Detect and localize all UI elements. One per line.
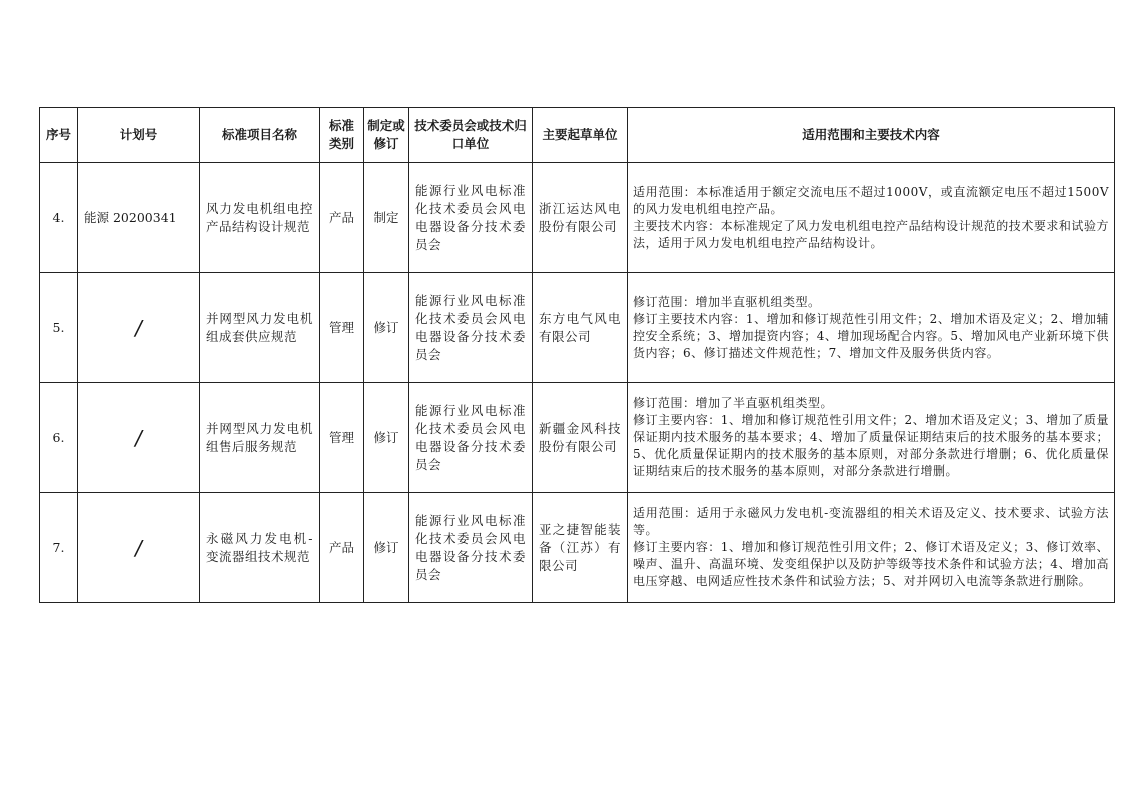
header-scope: 适用范围和主要技术内容 <box>628 108 1115 163</box>
scope-line: 主要技术内容：本标准规定了风力发电机组电控产品结构设计规范的技术要求和试验方法，适用于风力发电机组电控产品结构设计。 <box>633 218 1109 250</box>
row-drafter: 浙江运达风电股份有限公司 <box>533 163 628 273</box>
standards-table <box>39 107 1115 603</box>
scope-line: 修订范围：增加了半直驱机组类型。 <box>633 396 834 410</box>
header-committee: 技术委员会或技术归口单位 <box>409 108 533 163</box>
row-scope <box>628 493 1115 603</box>
row-seq: 5. <box>40 273 78 383</box>
row-plan-no: / <box>78 383 200 493</box>
row-category: 管理 <box>320 383 364 493</box>
row-scope <box>628 383 1115 493</box>
row-seq: 4. <box>40 163 78 273</box>
row-category: 管理 <box>320 273 364 383</box>
scope-line: 适用范围：适用于永磁风力发电机-变流器组的相关术语及定义、技术要求、试验方法等。 <box>633 506 1109 537</box>
row-category: 产品 <box>320 493 364 603</box>
row-scope <box>628 163 1115 273</box>
header-seq: 序号 <box>40 108 78 163</box>
row-seq: 6. <box>40 383 78 493</box>
scope-line: 修订主要技术内容：1、增加和修订规范性引用文件；2、增加术语及定义；2、增加辅控安全系统；3、增加提资内容；4、增加现场配合内容。5、增加风电产业新环境下供货内容；6、修订描述文件规范性；7、增加文件及服务供货内容。 <box>633 311 1109 360</box>
table-row <box>40 493 1115 603</box>
header-category: 标准类别 <box>320 108 364 163</box>
table-row <box>40 163 1115 273</box>
table-row <box>40 273 1115 383</box>
row-name: 并网型风力发电机组售后服务规范 <box>200 383 320 493</box>
row-name: 风力发电机组电控产品结构设计规范 <box>200 163 320 273</box>
table-row <box>40 383 1115 493</box>
row-plan-no: / <box>78 493 200 603</box>
row-scope <box>628 273 1115 383</box>
row-category: 产品 <box>320 163 364 273</box>
row-type: 制定 <box>364 163 409 273</box>
row-committee: 能源行业风电标准化技术委员会风电电器设备分技术委员会 <box>409 493 533 603</box>
header-plan-no: 计划号 <box>78 108 200 163</box>
row-name: 永磁风力发电机-变流器组技术规范 <box>200 493 320 603</box>
row-committee: 能源行业风电标准化技术委员会风电电器设备分技术委员会 <box>409 163 533 273</box>
row-drafter: 亚之捷智能装备（江苏）有限公司 <box>533 493 628 603</box>
row-type: 修订 <box>364 493 409 603</box>
header-name: 标准项目名称 <box>200 108 320 163</box>
row-plan-no: / <box>78 273 200 383</box>
row-name: 并网型风力发电机组成套供应规范 <box>200 273 320 383</box>
row-type: 修订 <box>364 273 409 383</box>
header-drafter: 主要起草单位 <box>533 108 628 163</box>
scope-line: 修订主要内容：1、增加和修订规范性引用文件；2、增加术语及定义；3、增加了质量保证期内技术服务的基本要求；4、增加了质量保证期结束后的技术服务的基本要求；5、优化质量保证期内的技术服务的基本原则，对部分条款进行增删；6、优化质量保证期结束后的技术服务的基本原则，对部分条款进行增删。 <box>633 413 1109 478</box>
row-seq: 7. <box>40 493 78 603</box>
row-committee: 能源行业风电标准化技术委员会风电电器设备分技术委员会 <box>409 273 533 383</box>
row-plan-no: 能源 20200341 <box>78 163 200 273</box>
header-row <box>40 108 1115 163</box>
scope-line: 修订主要内容：1、增加和修订规范性引用文件；2、修订术语及定义；3、修订效率、噪声、温升、高温环境、发变组保护以及防护等级等技术条件和试验方法；4、增加高电压穿越、电网适应性技术条件和试验方法；5、对并网切入电流等条款进行删除。 <box>633 540 1109 588</box>
row-drafter: 新疆金风科技股份有限公司 <box>533 383 628 493</box>
row-drafter: 东方电气风电有限公司 <box>533 273 628 383</box>
scope-line: 修订范围：增加半直驱机组类型。 <box>633 294 821 309</box>
header-type: 制定或修订 <box>364 108 409 163</box>
row-committee: 能源行业风电标准化技术委员会风电电器设备分技术委员会 <box>409 383 533 493</box>
row-type: 修订 <box>364 383 409 493</box>
scope-line: 适用范围：本标准适用于额定交流电压不超过1000V，或直流额定电压不超过1500V的风力发电机组电控产品。 <box>633 184 1109 216</box>
